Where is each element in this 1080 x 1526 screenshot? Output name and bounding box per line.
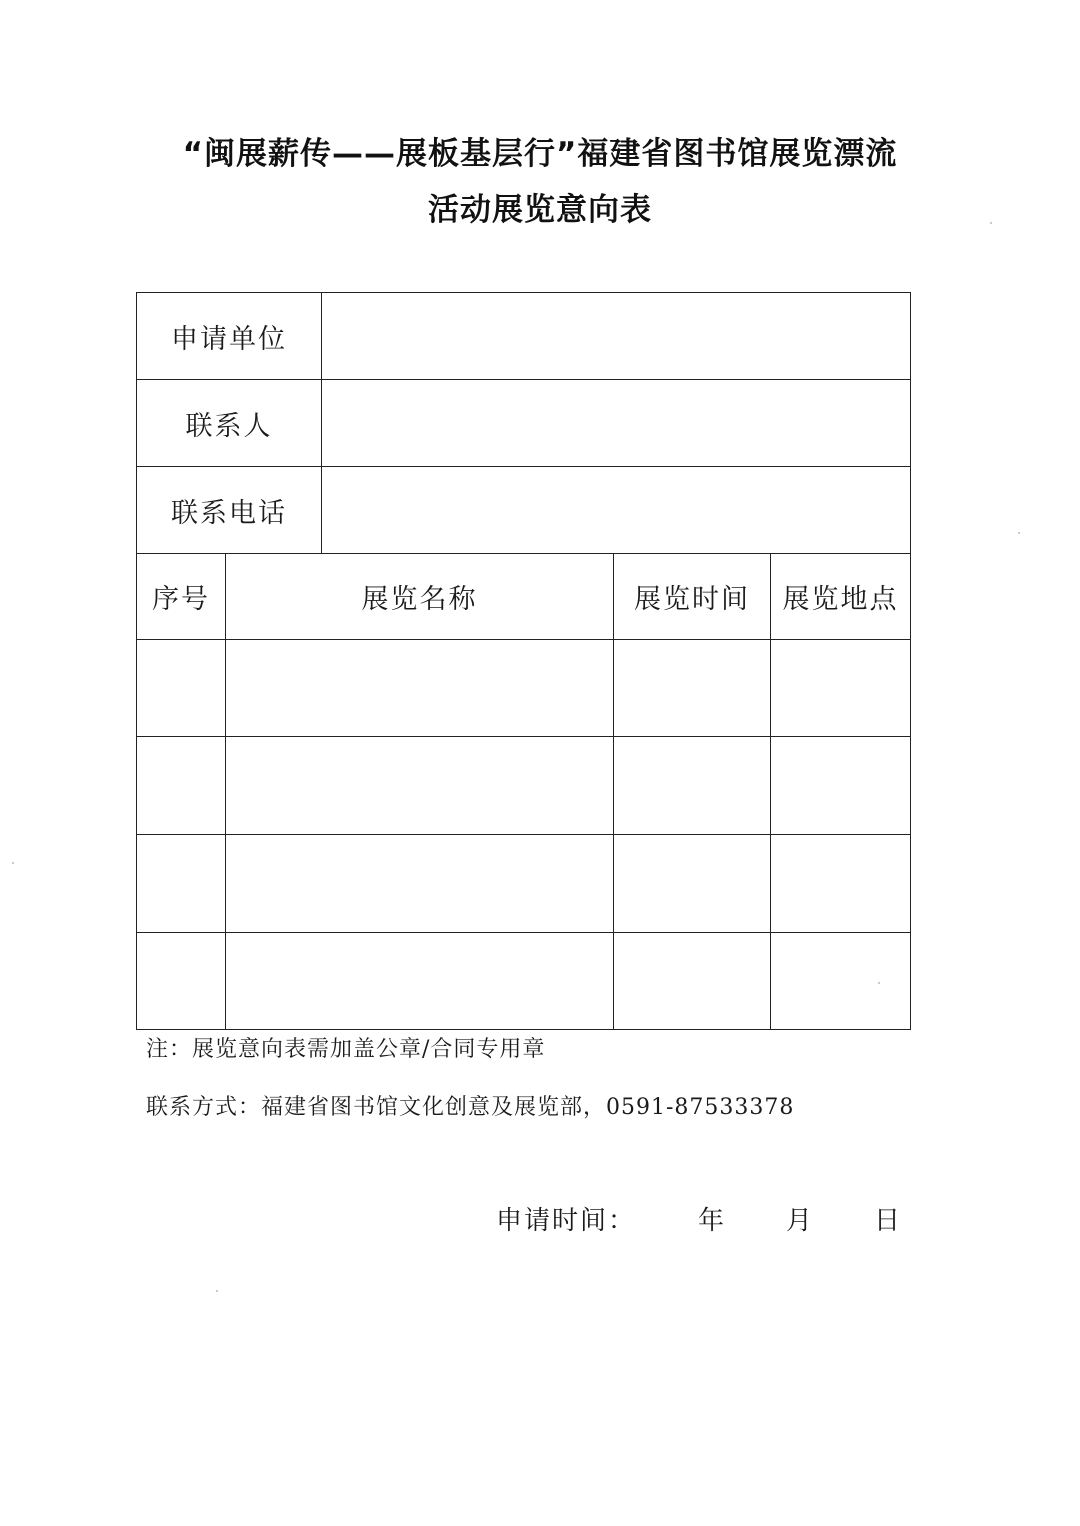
exhibition-row bbox=[137, 640, 911, 737]
exhibition-row bbox=[137, 835, 911, 933]
row-time-cell[interactable] bbox=[614, 737, 771, 835]
application-date-line bbox=[0, 1200, 1080, 1240]
info-row-applicant-unit bbox=[137, 293, 911, 380]
scan-speck bbox=[878, 982, 880, 984]
row-name-cell[interactable] bbox=[226, 640, 614, 737]
document-title-line-2: 活动展览意向表 bbox=[428, 192, 652, 228]
row-index-cell[interactable] bbox=[137, 640, 226, 737]
header-exhibition-place: 展览地点 bbox=[771, 554, 911, 640]
header-exhibition-time: 展览时间 bbox=[614, 554, 771, 640]
date-year-label: 年 bbox=[698, 1206, 727, 1236]
date-day-label: 日 bbox=[874, 1206, 903, 1236]
document-title-line-1: “闽展薪传——展板基层行”福建省图书馆展览漂流 bbox=[182, 136, 898, 172]
scan-speck bbox=[12, 862, 14, 864]
info-row-contact-person bbox=[137, 380, 911, 467]
row-place-cell[interactable] bbox=[771, 835, 911, 933]
row-name-cell[interactable] bbox=[226, 835, 614, 933]
contact-person-label: 联系人 bbox=[137, 380, 322, 467]
application-date-label: 申请时间： bbox=[496, 1206, 637, 1236]
applicant-unit-field[interactable] bbox=[322, 293, 911, 380]
row-time-cell[interactable] bbox=[614, 640, 771, 737]
row-time-cell[interactable] bbox=[614, 835, 771, 933]
row-place-cell[interactable] bbox=[771, 737, 911, 835]
application-form-table bbox=[136, 292, 911, 1030]
header-index: 序号 bbox=[137, 554, 226, 640]
exhibition-row bbox=[137, 933, 911, 1030]
header-exhibition-name: 展览名称 bbox=[226, 554, 614, 640]
scan-speck bbox=[1018, 532, 1020, 534]
contact-phone-field[interactable] bbox=[322, 467, 911, 554]
row-time-cell[interactable] bbox=[614, 933, 771, 1030]
date-month-label: 月 bbox=[786, 1206, 815, 1236]
info-row-contact-phone bbox=[137, 467, 911, 554]
row-place-cell[interactable] bbox=[771, 640, 911, 737]
exhibition-header-row bbox=[137, 554, 911, 640]
row-index-cell[interactable] bbox=[137, 737, 226, 835]
contact-person-field[interactable] bbox=[322, 380, 911, 467]
scan-speck bbox=[216, 1290, 218, 1292]
row-index-cell[interactable] bbox=[137, 933, 226, 1030]
row-index-cell[interactable] bbox=[137, 835, 226, 933]
row-name-cell[interactable] bbox=[226, 933, 614, 1030]
row-name-cell[interactable] bbox=[226, 737, 614, 835]
applicant-unit-label: 申请单位 bbox=[137, 293, 322, 380]
row-place-cell[interactable] bbox=[771, 933, 911, 1030]
contact-info: 联系方式：福建省图书馆文化创意及展览部，0591-87533378 bbox=[146, 1095, 795, 1120]
seal-note: 注：展览意向表需加盖公章/合同专用章 bbox=[146, 1037, 546, 1062]
exhibition-row bbox=[137, 737, 911, 835]
scan-speck bbox=[990, 222, 992, 224]
contact-phone-label: 联系电话 bbox=[137, 467, 322, 554]
